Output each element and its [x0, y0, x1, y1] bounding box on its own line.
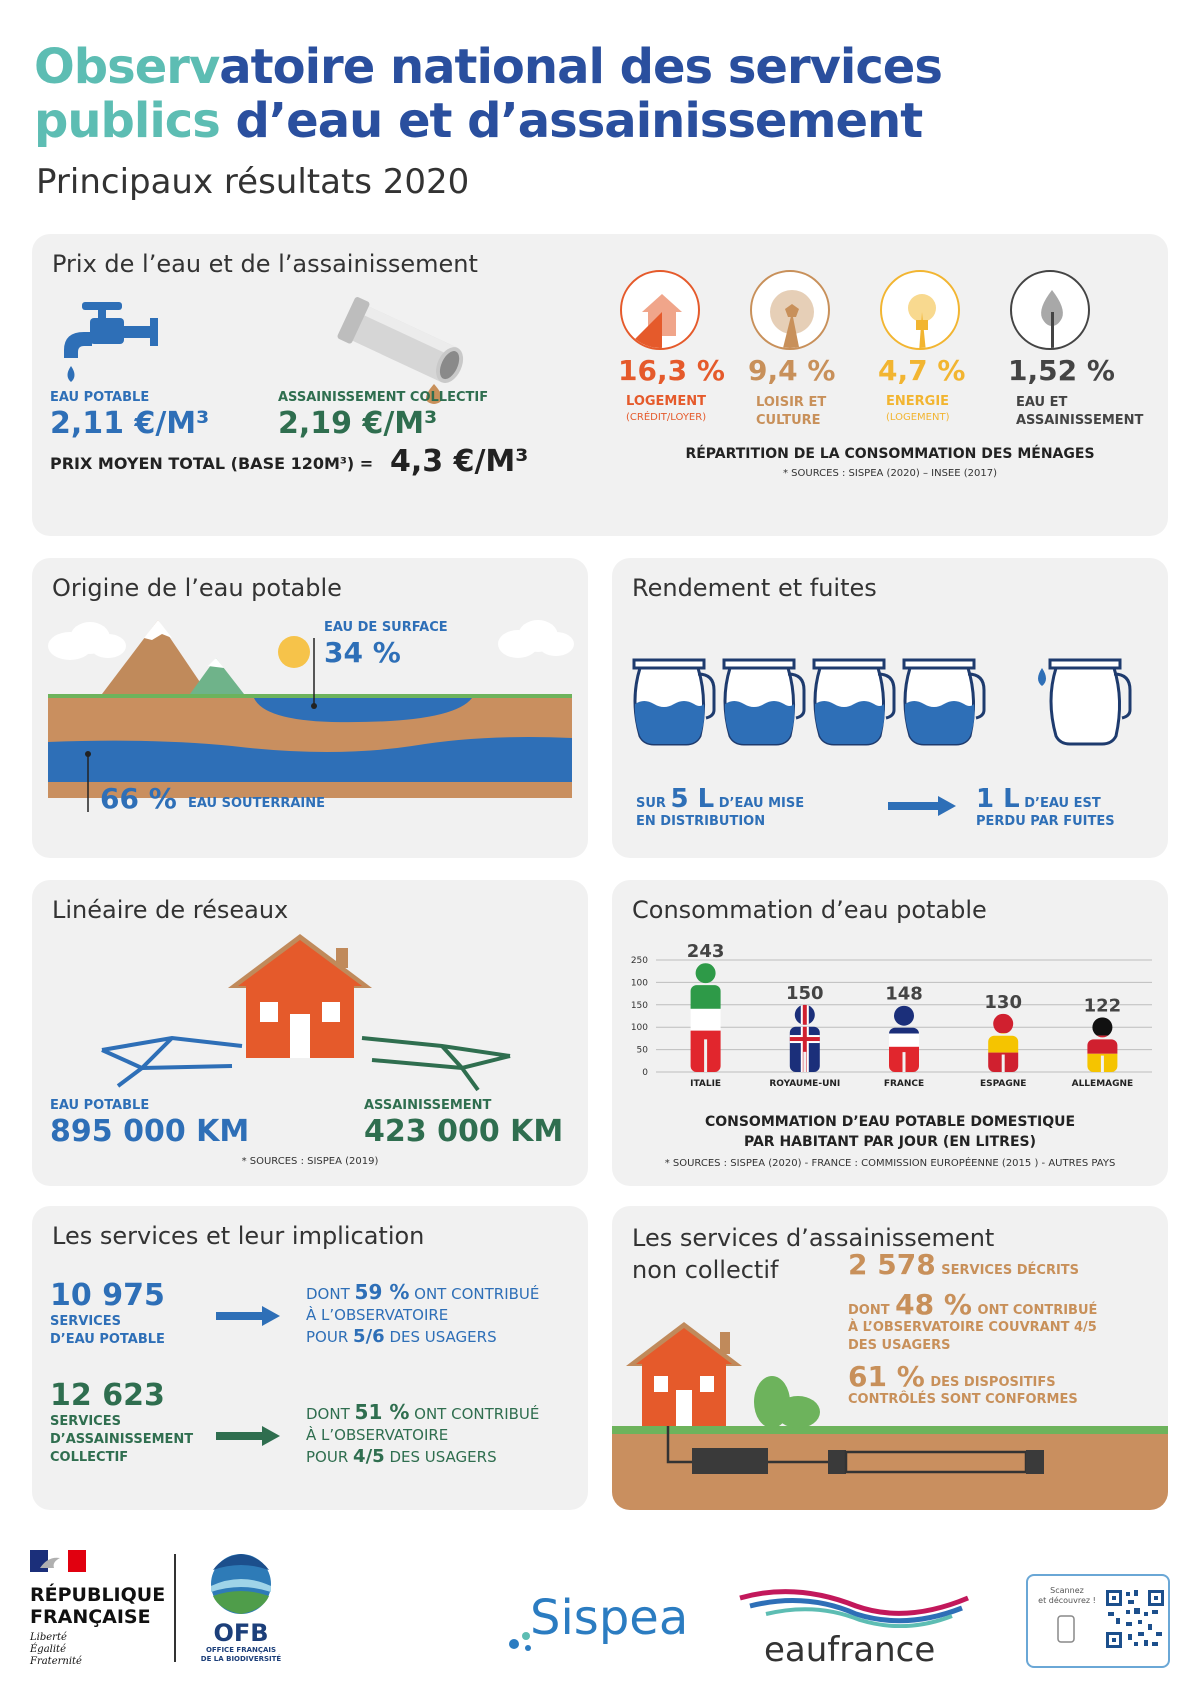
eaufrance-logo — [736, 1584, 976, 1674]
services-assain-count: 12 623 — [50, 1378, 165, 1413]
ofb-logo — [196, 1552, 286, 1668]
qr-text1: Scannez — [1050, 1586, 1084, 1595]
consumption-chart — [612, 880, 1168, 1106]
rendement-left-big: 5 L — [670, 784, 715, 814]
services-eau-frac: 5/6 — [353, 1326, 385, 1347]
qr-code-icon — [1104, 1588, 1166, 1650]
eau-pct: 1,52 % — [1008, 354, 1115, 387]
rf-line2: FRANÇAISE — [30, 1606, 151, 1628]
services-eau-label1: SERVICES — [50, 1314, 121, 1329]
republique-francaise-logo — [30, 1550, 180, 1676]
anc-pct2-line — [848, 1360, 1056, 1393]
sispea-logo — [506, 1584, 689, 1664]
house-icon — [622, 272, 700, 350]
services-assain-label3: COLLECTIF — [50, 1450, 129, 1465]
anc-count: 2 578 — [848, 1248, 936, 1281]
footer-divider — [174, 1554, 176, 1662]
rendement-left-line2: EN DISTRIBUTION — [636, 814, 766, 829]
anc-pct2: 61 % — [848, 1360, 925, 1393]
rf-motto3: Fraternité — [30, 1656, 82, 1667]
total-price-label: PRIX MOYEN TOTAL (BASE 120M³) = — [50, 454, 374, 473]
consommation-sources: * SOURCES : SISPEA (2020) - FRANCE : COMMISSION EUROPÉENNE (2015 ) - AUTRES PAYS — [664, 1158, 1116, 1169]
eau-potable-price-value: 2,11 €/M³ — [50, 406, 210, 441]
logement-label: LOGEMENT — [626, 394, 706, 409]
title-line1-part1: Observ — [34, 39, 220, 95]
consommation-caption-line1: CONSOMMATION D’EAU POTABLE DOMESTIQUE — [704, 1114, 1076, 1130]
loisir-label: LOISIR ET CULTURE — [756, 395, 827, 428]
lineaire-assain-label: ASSAINISSEMENT — [364, 1098, 492, 1113]
chart-bar — [986, 1014, 1020, 1073]
ofb-sub2: DE LA BIODIVERSITÉ — [200, 1655, 282, 1663]
services-eau-line3 — [306, 1326, 497, 1347]
anc-title-line1: Les services d’assainissement — [632, 1224, 995, 1252]
anc-line2: À L’OBSERVATOIRE COUVRANT 4/5 — [848, 1320, 1097, 1335]
rendement-right-line2: PERDU PAR FUITES — [976, 814, 1115, 829]
logement-circle — [620, 270, 700, 350]
drop-icon — [1012, 272, 1090, 350]
arrow-right-icon — [216, 1426, 282, 1446]
energie-circle — [880, 270, 960, 350]
prix-sources: * SOURCES : SISPEA (2020) – INSEE (2017) — [782, 468, 997, 479]
eau-circle — [1010, 270, 1090, 350]
rendement-right-big: 1 L — [976, 784, 1020, 814]
chart-value-label: 122 — [1083, 995, 1122, 1017]
services-assain-frac: 4/5 — [353, 1446, 385, 1467]
chart-category-label: FRANCE — [883, 1079, 925, 1089]
lineaire-card — [32, 880, 588, 1186]
chart-value-label: 148 — [885, 983, 923, 1005]
qr-code-box[interactable] — [1026, 1574, 1170, 1668]
services-eau-pour: POUR — [306, 1328, 349, 1346]
chart-ytick-label: 100 — [630, 1023, 648, 1034]
chart-bar — [887, 1006, 921, 1072]
services-assain-pour: POUR — [306, 1448, 349, 1466]
chart-ytick-label: 100 — [630, 978, 648, 989]
bulb-icon — [882, 272, 960, 350]
logement-sub: (CRÉDIT/LOYER) — [626, 412, 707, 423]
energie-sub: (LOGEMENT) — [886, 412, 950, 423]
surface-value: 34 % — [324, 636, 401, 669]
chart-category-label: ALLEMAGNE — [1071, 1079, 1134, 1089]
services-eau-dont: DONT — [306, 1285, 350, 1303]
arrow-right-icon — [216, 1306, 282, 1326]
services-assain-line3 — [306, 1446, 497, 1467]
lineaire-title: Linéaire de réseaux — [52, 896, 289, 924]
souterraine-label: EAU SOUTERRAINE — [188, 796, 326, 811]
eaufrance-waves-icon — [736, 1584, 976, 1628]
consommation-title: Consommation d’eau potable — [632, 896, 987, 924]
chart-bar — [689, 963, 723, 1072]
services-assain-dont: DONT — [306, 1405, 350, 1423]
services-title: Les services et leur implication — [52, 1222, 425, 1250]
services-assain-label2: D’ASSAINISSEMENT — [50, 1432, 194, 1447]
services-eau-line1 — [306, 1280, 539, 1304]
eau-potable-price-label: EAU POTABLE — [50, 390, 150, 405]
chart-ytick-label: 50 — [636, 1045, 648, 1056]
chart-value-label: 243 — [686, 941, 725, 963]
origine-title: Origine de l’eau potable — [52, 574, 342, 602]
chart-category-label: ESPAGNE — [979, 1079, 1027, 1089]
services-eau-usagers: DES USAGERS — [389, 1328, 497, 1346]
services-assain-usagers: DES USAGERS — [389, 1448, 497, 1466]
lineaire-eau-value: 895 000 KM — [50, 1114, 250, 1149]
loisir-pct: 9,4 % — [748, 354, 836, 387]
ball-icon — [752, 272, 830, 350]
anc-pct: 48 % — [895, 1288, 972, 1321]
lineaire-assain-value: 423 000 KM — [364, 1114, 564, 1149]
chart-ytick-label: 250 — [630, 956, 648, 966]
phone-icon — [1054, 1614, 1078, 1644]
surface-label: EAU DE SURFACE — [324, 620, 448, 635]
chart-value-label: 150 — [786, 982, 824, 1004]
anc-card — [612, 1206, 1168, 1510]
chart-ytick-label: 150 — [630, 1000, 648, 1011]
title-line2-part1: publics — [34, 93, 220, 149]
loisir-circle — [750, 270, 830, 350]
consommation-card — [612, 880, 1168, 1186]
services-card — [32, 1206, 588, 1510]
rendement-title: Rendement et fuites — [632, 574, 877, 602]
qr-text2: et découvrez ! — [1038, 1596, 1096, 1605]
ofb-sub1: OFFICE FRANÇAIS — [205, 1646, 277, 1654]
anc-pct-line — [848, 1288, 1097, 1321]
rf-line1: RÉPUBLIQUE — [30, 1584, 166, 1606]
anc-contrib: ONT CONTRIBUÉ — [977, 1303, 1098, 1318]
services-assain-label1: SERVICES — [50, 1414, 121, 1429]
rendement-right-post: D’EAU EST — [1024, 796, 1101, 811]
chart-category-label: ITALIE — [690, 1079, 722, 1089]
rendement-left-pre: SUR — [636, 796, 666, 811]
rendement-card — [612, 558, 1168, 858]
lineaire-eau-label: EAU POTABLE — [50, 1098, 150, 1113]
chart-bar — [1085, 1017, 1119, 1073]
services-assain-contrib: ONT CONTRIBUÉ — [414, 1405, 540, 1423]
assainissement-price-label: ASSAINISSEMENT COLLECTIF — [278, 390, 489, 405]
energie-pct: 4,7 % — [878, 354, 966, 387]
rf-motto1: Liberté — [30, 1632, 67, 1643]
rendement-left-post: D’EAU MISE — [718, 796, 805, 811]
tap-icon — [50, 292, 190, 392]
prix-title: Prix de l’eau et de l’assainissement — [52, 250, 478, 278]
anc-pct2-line2: CONTRÔLÉS SONT CONFORMES — [848, 1392, 1078, 1407]
ofb-text: OFB — [213, 1619, 269, 1647]
energie-label: ENERGIE — [886, 394, 950, 409]
services-assain-line2: À L’OBSERVATOIRE — [306, 1426, 449, 1444]
souterraine-value: 66 % — [100, 782, 177, 815]
anc-pct2-label: DES DISPOSITIFS — [930, 1375, 1056, 1390]
services-assain-line1 — [306, 1400, 539, 1424]
anc-count-label: SERVICES DÉCRITS — [941, 1263, 1080, 1278]
anc-count-line — [848, 1248, 1079, 1281]
services-eau-label2: D’EAU POTABLE — [50, 1332, 165, 1347]
sispea-text: Sispea — [530, 1590, 689, 1646]
origine-card — [32, 558, 588, 858]
total-price-value: 4,3 €/M³ — [390, 444, 529, 479]
chart-bar — [788, 1005, 822, 1072]
chart-value-label: 130 — [984, 991, 1022, 1013]
services-eau-count: 10 975 — [50, 1278, 165, 1313]
anc-line3: DES USAGERS — [848, 1338, 951, 1353]
services-eau-line2: À L’OBSERVATOIRE — [306, 1306, 449, 1324]
logement-pct: 16,3 % — [618, 354, 725, 387]
lineaire-sources: * SOURCES : SISPEA (2019) — [241, 1156, 379, 1167]
page-title — [34, 40, 942, 148]
chart-category-label: ROYAUME-UNI — [769, 1079, 841, 1089]
eaufrance-text: eaufrance — [764, 1630, 936, 1670]
eau-label: EAU ET ASSAINISSEMENT — [1016, 395, 1144, 428]
title-line1-part2: atoire national des services — [219, 39, 942, 95]
services-assain-pct: 51 % — [354, 1400, 410, 1424]
anc-title-line2: non collectif — [632, 1256, 779, 1284]
ofb-globe-icon — [209, 1552, 273, 1616]
consommation-caption-line2: PAR HABITANT PAR JOUR (EN LITRES) — [744, 1134, 1036, 1150]
pipe-icon — [322, 294, 482, 404]
rendement-right-text — [976, 784, 1101, 814]
assainissement-price-value: 2,19 €/M³ — [278, 406, 438, 441]
anc-dont: DONT — [848, 1303, 890, 1318]
chart-ytick-label: 0 — [642, 1068, 648, 1078]
marianne-flag-icon — [30, 1550, 86, 1572]
rf-motto2: Égalité — [30, 1644, 66, 1655]
repartition-label: RÉPARTITION DE LA CONSOMMATION DES MÉNAGES — [685, 446, 1095, 462]
prix-card — [32, 234, 1168, 536]
services-eau-pct: 59 % — [354, 1280, 410, 1304]
title-line2-part2: d’eau et d’assainissement — [219, 93, 923, 149]
page-subtitle: Principaux résultats 2020 — [36, 162, 470, 202]
services-eau-contrib: ONT CONTRIBUÉ — [414, 1285, 540, 1303]
rendement-left-text — [636, 784, 804, 814]
